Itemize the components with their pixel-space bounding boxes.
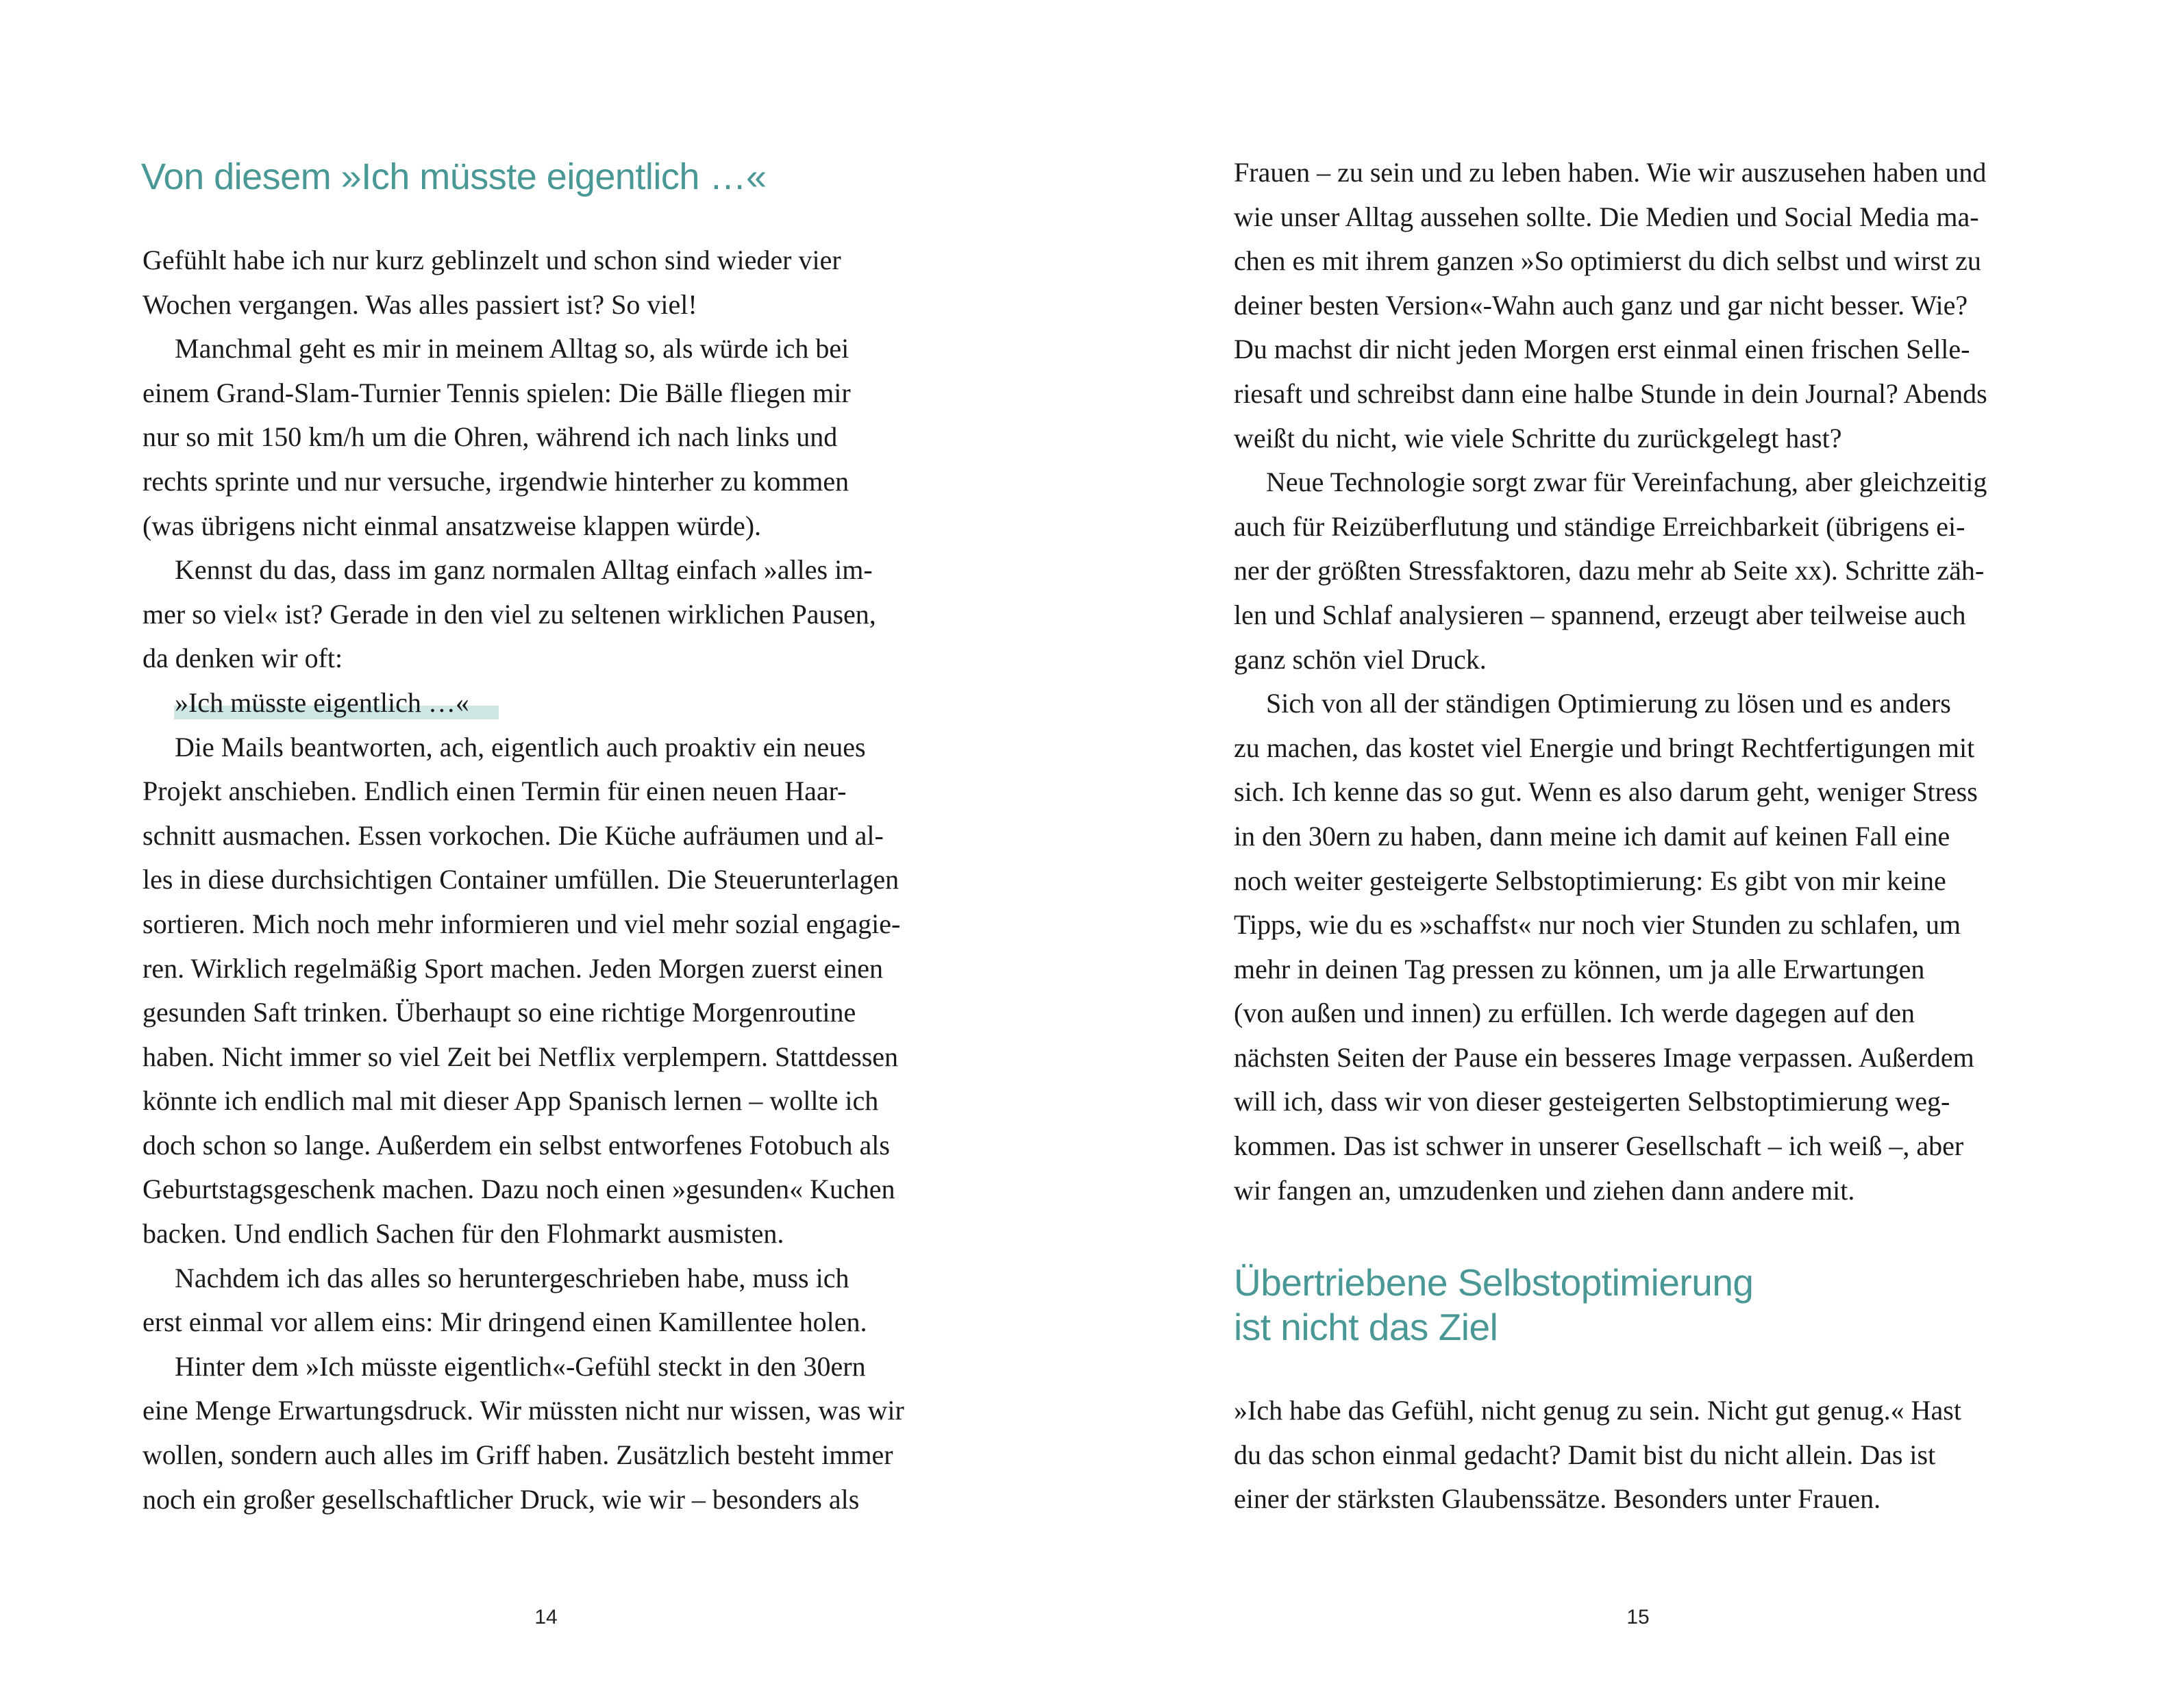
text-line [142, 504, 952, 549]
text-line [1234, 991, 2043, 1036]
text-line [1234, 726, 2043, 771]
text-line [142, 1478, 952, 1522]
line-text: rechts sprinte und nur versuche, irgendwie hinterher zu kommen [142, 465, 849, 497]
line-text: Hinter dem »Ich müsste eigentlich«-Gefühl steckt in den 30ern [175, 1350, 866, 1382]
line-text: mer so viel« ist? Gerade in den viel zu seltenen wirklichen Pausen, [142, 598, 876, 630]
text-line [1234, 460, 2043, 505]
text-line [142, 1300, 952, 1345]
line-text: könnte ich endlich mal mit dieser App Spanisch lernen – wollte ich [142, 1085, 879, 1117]
text-line [1234, 151, 2043, 195]
line-text: Du machst dir nicht jeden Morgen erst einmal einen frischen Selle- [1234, 334, 1970, 365]
text-line [1234, 1389, 2043, 1433]
line-text: riesaft und schreibst dann eine halbe Stunde in dein Journal? Abends [1234, 377, 1987, 409]
line-text: chen es mit ihrem ganzen »So optimierst du dich selbst und wirst zu [1234, 245, 1981, 277]
text-line [142, 1345, 952, 1389]
left-page-body [142, 238, 952, 1522]
line-text: len und Schlaf analysieren – spannend, erzeugt aber teilweise auch [1234, 599, 1966, 630]
line-text: (von außen und innen) zu erfüllen. Ich werde dagegen auf den [1234, 997, 1915, 1029]
text-line [1234, 505, 2043, 549]
text-line [142, 327, 952, 371]
text-line [142, 1167, 952, 1212]
line-text: zu machen, das kostet viel Energie und bringt Rechtfertigungen mit [1234, 732, 1975, 763]
line-text: backen. Und endlich Sachen für den Flohmarkt ausmisten. [142, 1218, 784, 1250]
line-text: weißt du nicht, wie viele Schritte du zurückgelegt hast? [1234, 422, 1842, 454]
text-line [142, 415, 952, 460]
page-number-right: 15 [1626, 1606, 1650, 1628]
text-line [1234, 327, 2043, 372]
line-text: haben. Nicht immer so viel Zeit bei Netflix verplempern. Stattdessen [142, 1041, 899, 1072]
line-text: sich. Ich kenne das so gut. Wenn es also darum geht, weniger Stress [1234, 776, 1978, 808]
text-line [142, 371, 952, 416]
line-text: noch ein großer gesellschaftlicher Druck, wie wir – besonders als [142, 1483, 860, 1515]
text-line [1234, 1124, 2043, 1169]
line-text: les in diese durchsichtigen Container umfüllen. Die Steuerunterlagen [142, 864, 899, 895]
text-line [142, 991, 952, 1035]
text-line [142, 1389, 952, 1433]
line-text: wollen, sondern auch alles im Griff haben. Zusätzlich besteht immer [142, 1439, 893, 1471]
line-text: will ich, dass wir von dieser gesteigerten Selbstoptimierung weg- [1234, 1086, 1950, 1117]
right-page-body-2 [1234, 1389, 2043, 1522]
page-number-left: 14 [534, 1606, 558, 1628]
line-text: Die Mails beantworten, ach, eigentlich auch proaktiv ein neues [175, 731, 866, 762]
text-line [142, 636, 952, 681]
heading-line: Übertriebene Selbstoptimierung [1234, 1261, 1754, 1304]
line-text: deiner besten Version«-Wahn auch ganz und gar nicht besser. Wie? [1234, 289, 1968, 321]
line-text: Neue Technologie sorgt zwar für Vereinfachung, aber gleichzeitig [1266, 467, 1987, 498]
line-text: Projekt anschieben. Endlich einen Termin für einen neuen Haar- [142, 776, 847, 807]
line-text: Tipps, wie du es »schaffst« nur noch vier Stunden zu schlafen, um [1234, 909, 1961, 941]
text-line [142, 238, 952, 283]
line-text: erst einmal vor allem eins: Mir dringend einen Kamillentee holen. [142, 1306, 867, 1338]
text-line [1234, 770, 2043, 815]
text-line [142, 769, 952, 814]
line-text: wie unser Alltag aussehen sollte. Die Medien und Social Media ma- [1234, 201, 1979, 232]
text-line [1234, 549, 2043, 593]
line-text: ner der größten Stressfaktoren, dazu mehr ab Seite xx). Schritte zäh- [1234, 555, 1985, 586]
heading-line: ist nicht das Ziel [1234, 1306, 1498, 1348]
line-text: (was übrigens nicht einmal ansatzweise klappen würde). [142, 510, 762, 541]
text-line [1234, 859, 2043, 904]
text-line [142, 1256, 952, 1301]
line-text: mehr in deinen Tag pressen zu können, um ja alle Erwartungen [1234, 953, 1925, 984]
text-line [1234, 1169, 2043, 1213]
line-text: doch schon so lange. Außerdem ein selbst entworfenes Fotobuch als [142, 1129, 890, 1161]
section-heading: Von diesem »Ich müsste eigentlich …« [141, 156, 767, 197]
text-line [1234, 1080, 2043, 1124]
text-line [1234, 638, 2043, 682]
line-text: Nachdem ich das alles so heruntergeschrieben habe, muss ich [175, 1262, 849, 1293]
highlighted-quote-line [142, 681, 952, 726]
text-line [142, 902, 952, 947]
text-line [1234, 239, 2043, 284]
text-line [142, 1212, 952, 1256]
line-text: Wochen vergangen. Was alles passiert ist? So viel! [142, 288, 697, 320]
right-page-body [1234, 151, 2043, 1213]
text-line [142, 858, 952, 902]
line-text: Sich von all der ständigen Optimierung zu lösen und es anders [1266, 688, 1951, 719]
text-line [142, 947, 952, 991]
line-text: Geburtstagsgeschenk machen. Dazu noch einen »gesunden« Kuchen [142, 1174, 895, 1205]
line-text: wir fangen an, umzudenken und ziehen dann andere mit. [1234, 1174, 1855, 1206]
text-line [1234, 284, 2043, 328]
text-line [1234, 593, 2043, 638]
line-text: kommen. Das ist schwer in unserer Gesellschaft – ich weiß –, aber [1234, 1130, 1964, 1162]
line-text: gesunden Saft trinken. Überhaupt so eine richtige Morgenroutine [142, 997, 856, 1028]
text-line [142, 726, 952, 770]
section-heading-2 [1234, 1261, 1754, 1350]
text-line [1234, 195, 2043, 240]
text-line [1234, 417, 2043, 461]
text-line [142, 1035, 952, 1080]
line-text: sortieren. Mich noch mehr informieren und viel mehr sozial engagie- [142, 908, 901, 939]
text-line [142, 1433, 952, 1478]
line-text: »Ich habe das Gefühl, nicht genug zu sein. Nicht gut genug.« Hast [1234, 1395, 1961, 1426]
text-line [142, 593, 952, 637]
line-text: auch für Reizüberflutung und ständige Erreichbarkeit (übrigens ei- [1234, 510, 1965, 542]
text-line [142, 814, 952, 858]
line-text: ren. Wirklich regelmäßig Sport machen. Jeden Morgen zuerst einen [142, 952, 884, 984]
text-line [1234, 1477, 2043, 1522]
line-text: Frauen – zu sein und zu leben haben. Wie wir auszusehen haben und [1234, 157, 1987, 188]
line-text: noch weiter gesteigerte Selbstoptimierung: Es gibt von mir keine [1234, 865, 1946, 896]
text-line [1234, 682, 2043, 726]
text-line [142, 1124, 952, 1168]
line-text: einem Grand-Slam-Turnier Tennis spielen: Die Bälle fliegen mir [142, 377, 851, 408]
text-line [1234, 815, 2043, 859]
line-text: einer der stärksten Glaubenssätze. Besonders unter Frauen. [1234, 1483, 1881, 1515]
line-text: eine Menge Erwartungsdruck. Wir müssten nicht nur wissen, was wir [142, 1395, 904, 1426]
line-text: da denken wir oft: [142, 643, 343, 674]
line-text: Manchmal geht es mir in meinem Alltag so, als würde ich bei [175, 333, 849, 364]
text-line [1234, 947, 2043, 992]
text-line [1234, 1433, 2043, 1478]
text-line [1234, 1036, 2043, 1080]
text-line [1234, 372, 2043, 417]
text-line [142, 283, 952, 327]
text-line [1234, 903, 2043, 947]
text-line [142, 1079, 952, 1124]
line-text: in den 30ern zu haben, dann meine ich damit auf keinen Fall eine [1234, 820, 1950, 852]
line-text: du das schon einmal gedacht? Damit bist du nicht allein. Das ist [1234, 1439, 1936, 1470]
line-text: nächsten Seiten der Pause ein besseres Image verpassen. Außerdem [1234, 1041, 1974, 1073]
line-text: schnitt ausmachen. Essen vorkochen. Die Küche aufräumen und al- [142, 819, 884, 851]
line-text: ganz schön viel Druck. [1234, 643, 1487, 675]
line-text: nur so mit 150 km/h um die Ohren, während ich nach links und [142, 421, 838, 453]
line-text: Kennst du das, dass im ganz normalen Alltag einfach »alles im- [175, 554, 873, 586]
line-text: Gefühlt habe ich nur kurz geblinzelt und schon sind wieder vier [142, 245, 841, 275]
text-line [142, 548, 952, 593]
text-line [142, 460, 952, 504]
line-text: »Ich müsste eigentlich …« [175, 686, 469, 718]
